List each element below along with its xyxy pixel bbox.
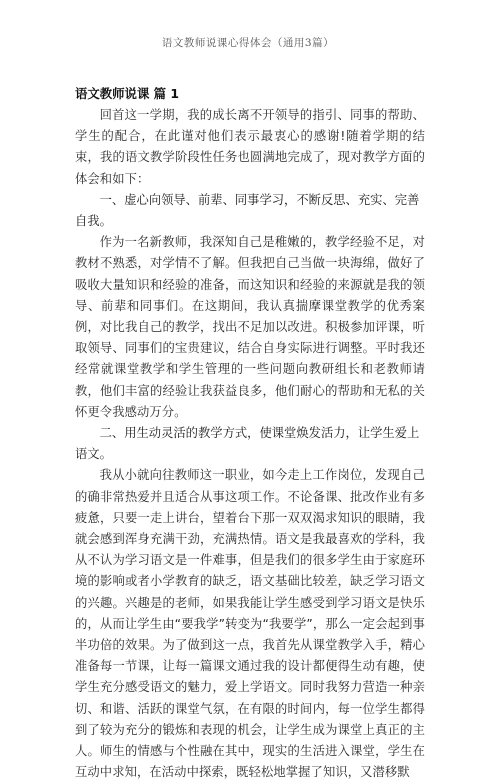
paragraph: 我从小就向往教师这一职业，如今走上工作岗位，发现自己的确非常热爱并且适合从事这项工作。不论备课、批改作业有多疲惫，只要一走上讲台，望着台下那一双双渴求知识的眼睛，我就会感到浑身充满干劲，充满热情。语文是我最喜欢的学科，我从不认为学习语文是一件难事，但是我们的很多学生由于家庭环境的影响或者小学教育的缺乏，语文基础比较差，缺乏学习语文的兴趣。兴趣是的老师，如果我能让学生感受到学习语文是快乐的，从而让学生由“要我学”转变为“我要学”，那么一定会起到事半功倍的效果。为了做到这一点，我首先从课堂教学入手，精心准备每一节课，让每一篇课文通过我的设计都便得生动有趣，使学生充分感受语文的魅力，爱上学语文。同时我努力营造一种亲切、和谐、活跃的课堂气氛，在有限的时间内，每一位学生都得到了较为充分的锻炼和表现的机会，让学生成为课堂上真正的主人。师生的情感与个性融在其中，现实的生活进入课堂，学生在互动中求知，在活动中探索，既轻松地掌握了知识，又潜移默 [75,468,425,780]
section-title: 语文教师说课 篇 1 [75,86,179,101]
paragraph: 作为一名新教师，我深知自己是稚嫩的，教学经验不足，对教材不熟悉，对学情不了解。但我把自己当做一块海绵，做好了吸收大量知识和经验的准备，而这知识和经验的来源就是我的领导、前辈和同事们。在这期间，我认真揣摩课堂教学的优秀案例，对比我自己的教学，找出不足加以改进。积极参加评课，听取领导、同事们的宝贵建议，结合自身实际进行调整。平时我还经常就课堂教学和学生管理的一些问题向教研组长和老教师请教，他们丰富的经验让我获益良多，他们耐心的帮助和无私的关怀更令我感动万分。 [75,235,425,419]
article-body [75,84,425,784]
document-header-title: 语文教师说课心得体会（通用3篇） [161,37,335,49]
subheading: 一、虚心向领导、前辈、同事学习，不断反思、充实、完善自我。 [75,192,420,229]
paragraph: 回首这一学期，我的成长离不开领导的指引、同事的帮助、学生的配合，在此谨对他们表示最衷心的感谢!随着学期的结束，我的语文教学阶段性任务也圆满地完成了，现对教学方面的体会和如下： [75,108,425,186]
subheading: 二、用生动灵活的教学方式，使课堂焕发活力，让学生爱上语文。 [75,426,420,462]
